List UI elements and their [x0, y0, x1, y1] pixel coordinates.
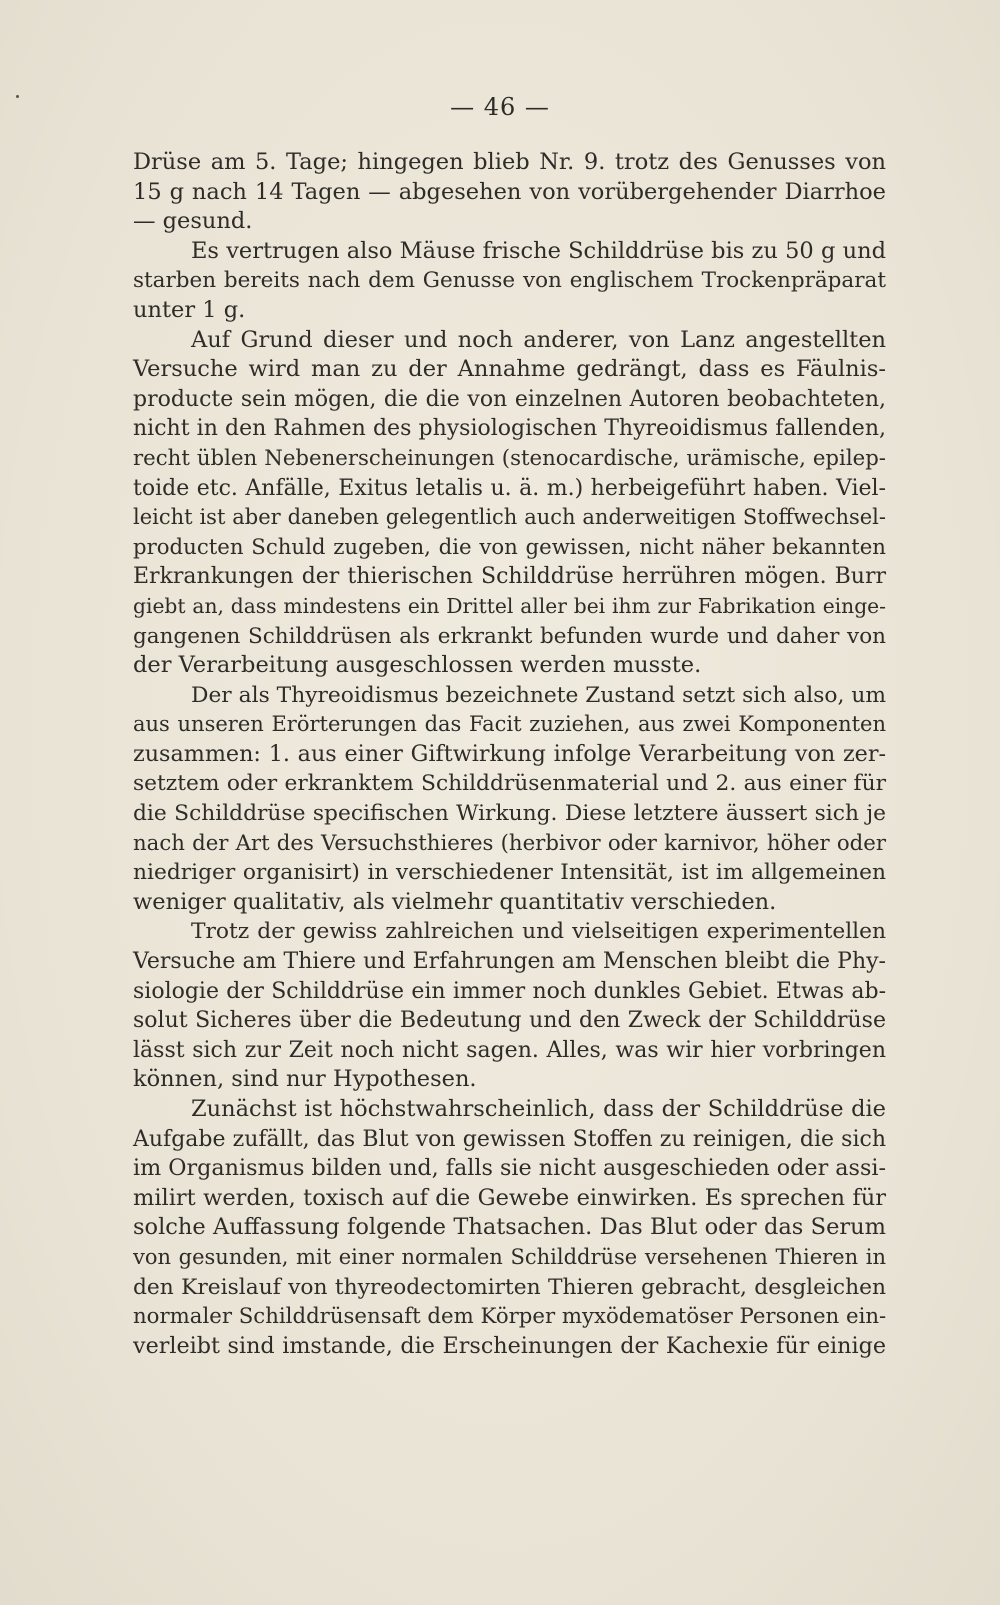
text-line: Es vertrugen also Mäuse frische Schilddrüse bis zu 50 g und	[191, 237, 886, 264]
text-line: der Verarbeitung ausgeschlossen werden musste.	[133, 652, 702, 679]
text-line: niedriger organisirt) in verschiedener Intensität, ist im allgemeinen	[133, 860, 886, 886]
page-number: — 46 —	[450, 93, 550, 121]
text-line: Versuche wird man zu der Annahme gedrängt, dass es Fäulnis-	[133, 356, 886, 383]
text-line: 15 g nach 14 Tagen — abgesehen von vorübergehender Diarrhoe	[133, 178, 886, 205]
text-line: producten Schuld zugeben, die von gewissen, nicht näher bekannten	[133, 534, 886, 560]
text-line: aus unseren Erörterungen das Facit zuziehen, aus zwei Komponenten	[133, 712, 886, 737]
text-line: solut Sicheres über die Bedeutung und den Zweck der Schilddrüse	[133, 1008, 886, 1034]
text-line: Der als Thyreoidismus bezeichnete Zustand setzt sich also, um	[191, 682, 886, 708]
text-line: Erkrankungen der thierischen Schilddrüse herrühren mögen. Burr	[133, 564, 886, 590]
text-line: Auf Grund dieser und noch anderer, von Lanz angestellten	[191, 326, 886, 353]
text-line: im Organismus bilden und, falls sie nicht ausgeschieden oder assi-	[133, 1155, 887, 1182]
text-line: Aufgabe zufällt, das Blut von gewissen Stoffen zu reinigen, die sich	[133, 1126, 886, 1152]
text-line: toide etc. Anfälle, Exitus letalis u. ä. m.) herbeigeführt haben. Viel-	[133, 475, 886, 501]
text-line: solche Auffassung folgende Thatsachen. Das Blut oder das Serum	[133, 1214, 886, 1241]
text-line: Versuche am Thiere und Erfahrungen am Menschen bleibt die Phy-	[133, 949, 886, 975]
text-line: — gesund.	[133, 208, 253, 235]
text-line: die Schilddrüse specifischen Wirkung. Diese letztere äussert sich je	[133, 801, 886, 827]
text-line: weniger qualitativ, als vielmehr quantitativ verschieden.	[133, 888, 777, 915]
text-line: gangenen Schilddrüsen als erkrankt befunden wurde und daher von	[133, 623, 886, 649]
text-line: lässt sich zur Zeit noch nicht sagen. Alles, was wir hier vorbringen	[133, 1037, 886, 1063]
text-line: recht üblen Nebenerscheinungen (stenocardische, urämische, epilep-	[133, 445, 886, 471]
text-line: Drüse am 5. Tage; hingegen blieb Nr. 9. trotz des Genusses von	[133, 149, 886, 175]
text-line: siologie der Schilddrüse ein immer noch dunkles Gebiet. Etwas ab-	[133, 978, 886, 1004]
text-line: Trotz der gewiss zahlreichen und vielseitigen experimentellen	[191, 919, 886, 945]
text-line: milirt werden, toxisch auf die Gewebe einwirken. Es sprechen für	[133, 1184, 886, 1211]
text-line: unter 1 g.	[133, 296, 246, 323]
text-line: können, sind nur Hypothesen.	[133, 1066, 477, 1093]
text-line: den Kreislauf von thyreodectomirten Thieren gebracht, desgleichen	[133, 1274, 886, 1300]
text-line: normaler Schilddrüsensaft dem Körper myxödematöser Personen ein-	[133, 1304, 887, 1330]
text-line: producte sein mögen, die die von einzelnen Autoren beobachteten,	[133, 386, 886, 412]
text-line: verleibt sind imstande, die Erscheinungen der Kachexie für einige	[133, 1332, 886, 1359]
text-line: zusammen: 1. aus einer Giftwirkung infolge Verarbeitung von zer-	[133, 740, 886, 767]
text-line: von gesunden, mit einer normalen Schilddrüse versehenen Thieren in	[133, 1244, 886, 1269]
text-line: setztem oder erkranktem Schilddrüsenmaterial und 2. aus einer für	[133, 771, 886, 797]
text-line: leicht ist aber daneben gelegentlich auch anderweitigen Stoffwechsel-	[133, 505, 886, 530]
text-line: nach der Art des Versuchsthieres (herbivor oder karnivor, höher oder	[133, 830, 886, 856]
text-line: Zunächst ist höchstwahrscheinlich, dass der Schilddrüse die	[191, 1096, 886, 1122]
text-line: starben bereits nach dem Genusse von englischem Trockenpräparat	[133, 268, 886, 294]
text-line: giebt an, dass mindestens ein Drittel aller bei ihm zur Fabrikation einge-	[133, 593, 886, 618]
text-line: nicht in den Rahmen des physiologischen Thyreoidismus fallenden,	[133, 416, 886, 442]
body-text	[133, 148, 886, 1361]
